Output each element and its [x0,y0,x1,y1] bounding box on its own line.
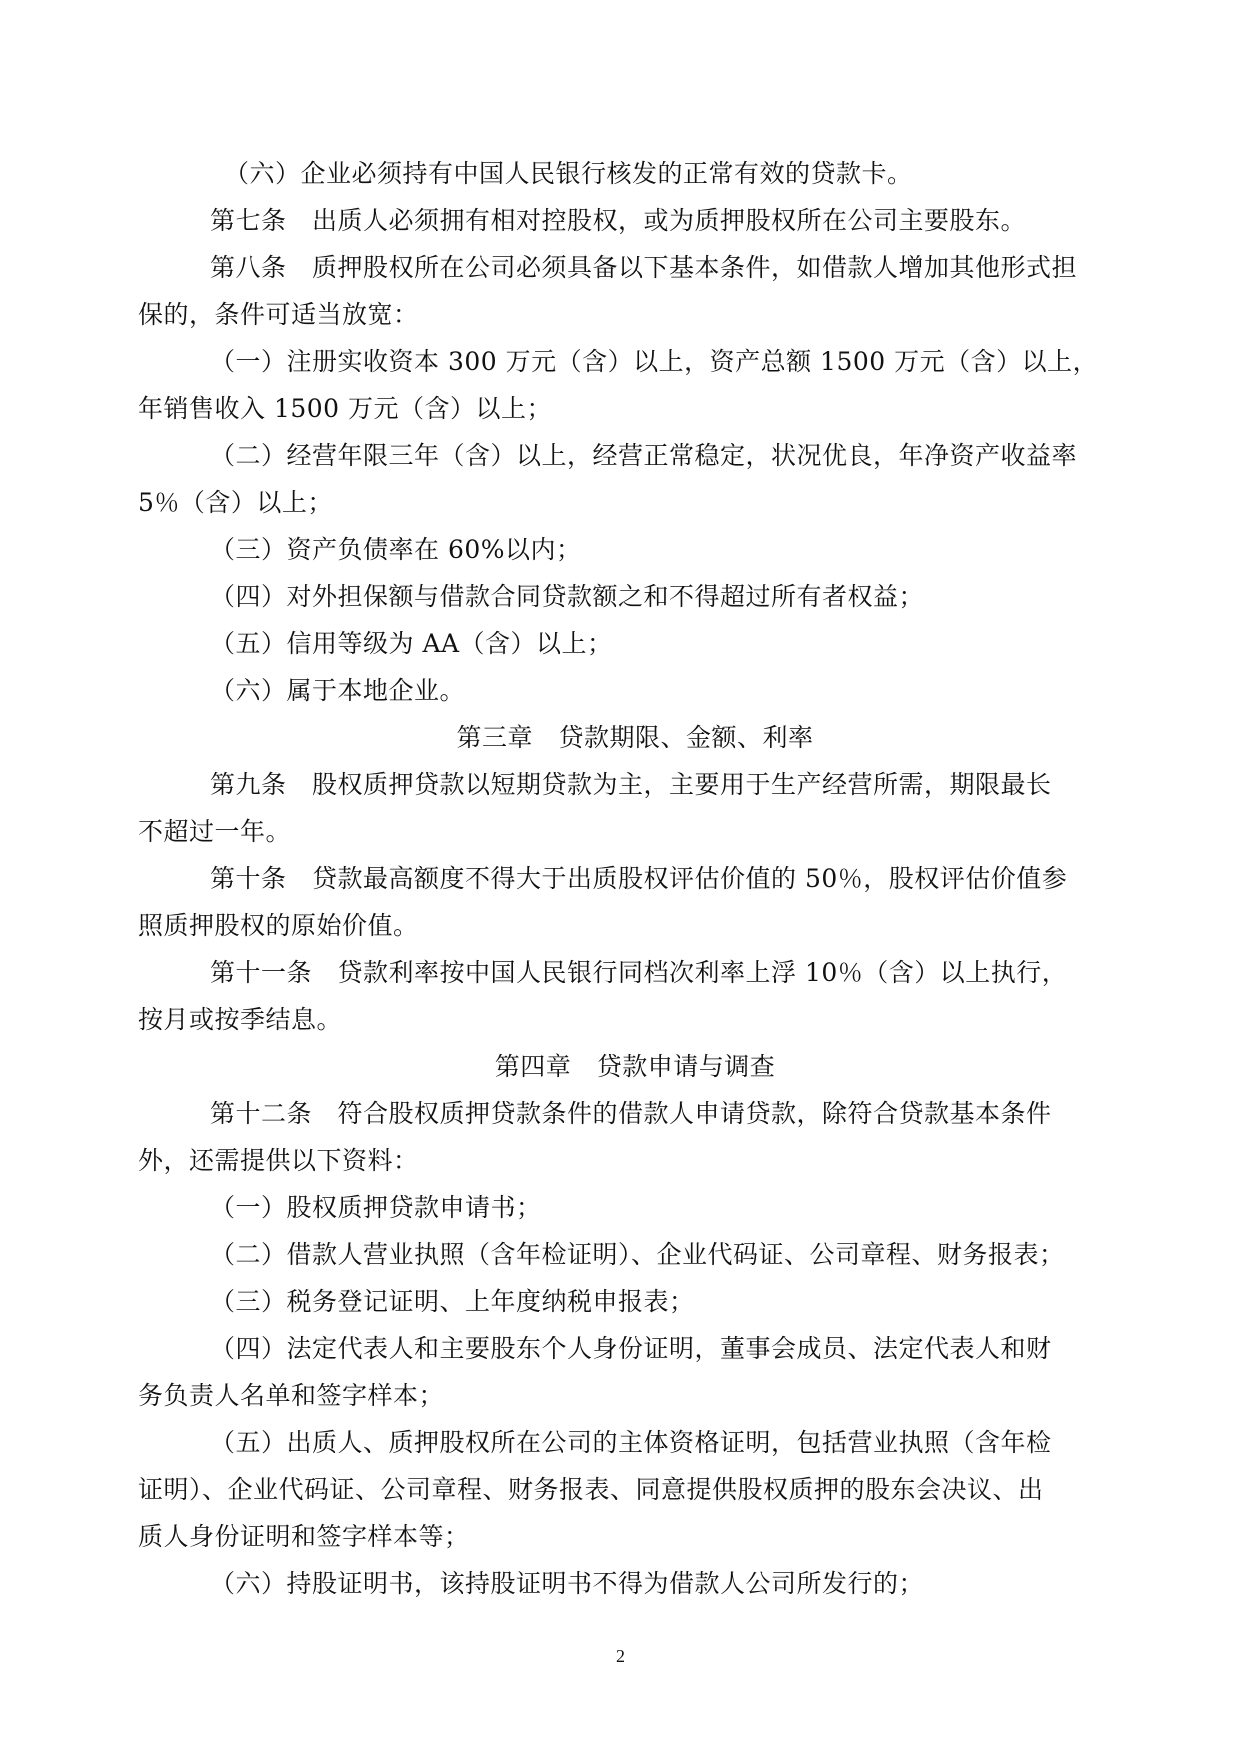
article-8-line: 第八条 质押股权所在公司必须具备以下基本条件，如借款人增加其他形式担 [210,253,1078,282]
list-item-line: （六）持股证明书，该持股证明书不得为借款人公司所发行的； [210,1569,925,1598]
article-12-line: 第十二条 符合股权质押贷款条件的借款人申请贷款，除符合贷款基本条件 [210,1099,1052,1128]
chapter-3-heading: 第三章 贷款期限、金额、利率 [456,723,814,752]
list-item-line: （五）信用等级为 AA（含）以上； [210,629,613,658]
paragraph-continuation: 照质押股权的原始价值。 [138,911,419,940]
paragraph-continuation: 证明）、企业代码证、公司章程、财务报表、同意提供股权质押的股东会决议、出 [138,1475,1044,1504]
article-7-line: 第七条 出质人必须拥有相对控股权，或为质押股权所在公司主要股东。 [210,206,1027,235]
article-10-line: 第十条 贷款最高额度不得大于出质股权评估价值的 50％，股权评估价值参 [210,864,1068,893]
paragraph-continuation: 质人身份证明和签字样本等； [138,1522,470,1551]
paragraph-continuation: 不超过一年。 [138,817,292,846]
paragraph-continuation: 务负责人名单和签字样本； [138,1381,445,1410]
list-item-line: （五）出质人、质押股权所在公司的主体资格证明，包括营业执照（含年检 [210,1428,1052,1457]
list-item-line: （二）经营年限三年（含）以上，经营正常稳定，状况优良，年净资产收益率 [210,441,1078,470]
list-item-line: （二）借款人营业执照（含年检证明）、企业代码证、公司章程、财务报表； [210,1240,1065,1269]
list-item-line: （一）注册实收资本 300 万元（含）以上，资产总额 1500 万元（含）以上， [210,347,1099,376]
article-11-line: 第十一条 贷款利率按中国人民银行同档次利率上浮 10％（含）以上执行， [210,958,1068,987]
paragraph-line: （六）企业必须持有中国人民银行核发的正常有效的贷款卡。 [224,159,913,188]
paragraph-continuation: 5％（含）以上； [138,488,333,517]
paragraph-continuation: 按月或按季结息。 [138,1005,343,1034]
article-9-line: 第九条 股权质押贷款以短期贷款为主，主要用于生产经营所需，期限最长 [210,770,1052,799]
list-item-line: （一）股权质押贷款申请书； [210,1193,542,1222]
paragraph-continuation: 外，还需提供以下资料： [138,1146,419,1175]
page-number: 2 [616,1646,625,1666]
paragraph-continuation: 年销售收入 1500 万元（含）以上； [138,394,553,423]
paragraph-continuation: 保的，条件可适当放宽： [138,300,419,329]
list-item-line: （三）资产负债率在 60%以内； [210,535,582,564]
list-item-line: （四）法定代表人和主要股东个人身份证明，董事会成员、法定代表人和财 [210,1334,1052,1363]
list-item-line: （三）税务登记证明、上年度纳税申报表； [210,1287,695,1316]
list-item-line: （四）对外担保额与借款合同贷款额之和不得超过所有者权益； [210,582,925,611]
list-item-line: （六）属于本地企业。 [210,676,466,705]
document-body [138,150,1099,1607]
chapter-4-heading: 第四章 贷款申请与调查 [494,1052,776,1081]
